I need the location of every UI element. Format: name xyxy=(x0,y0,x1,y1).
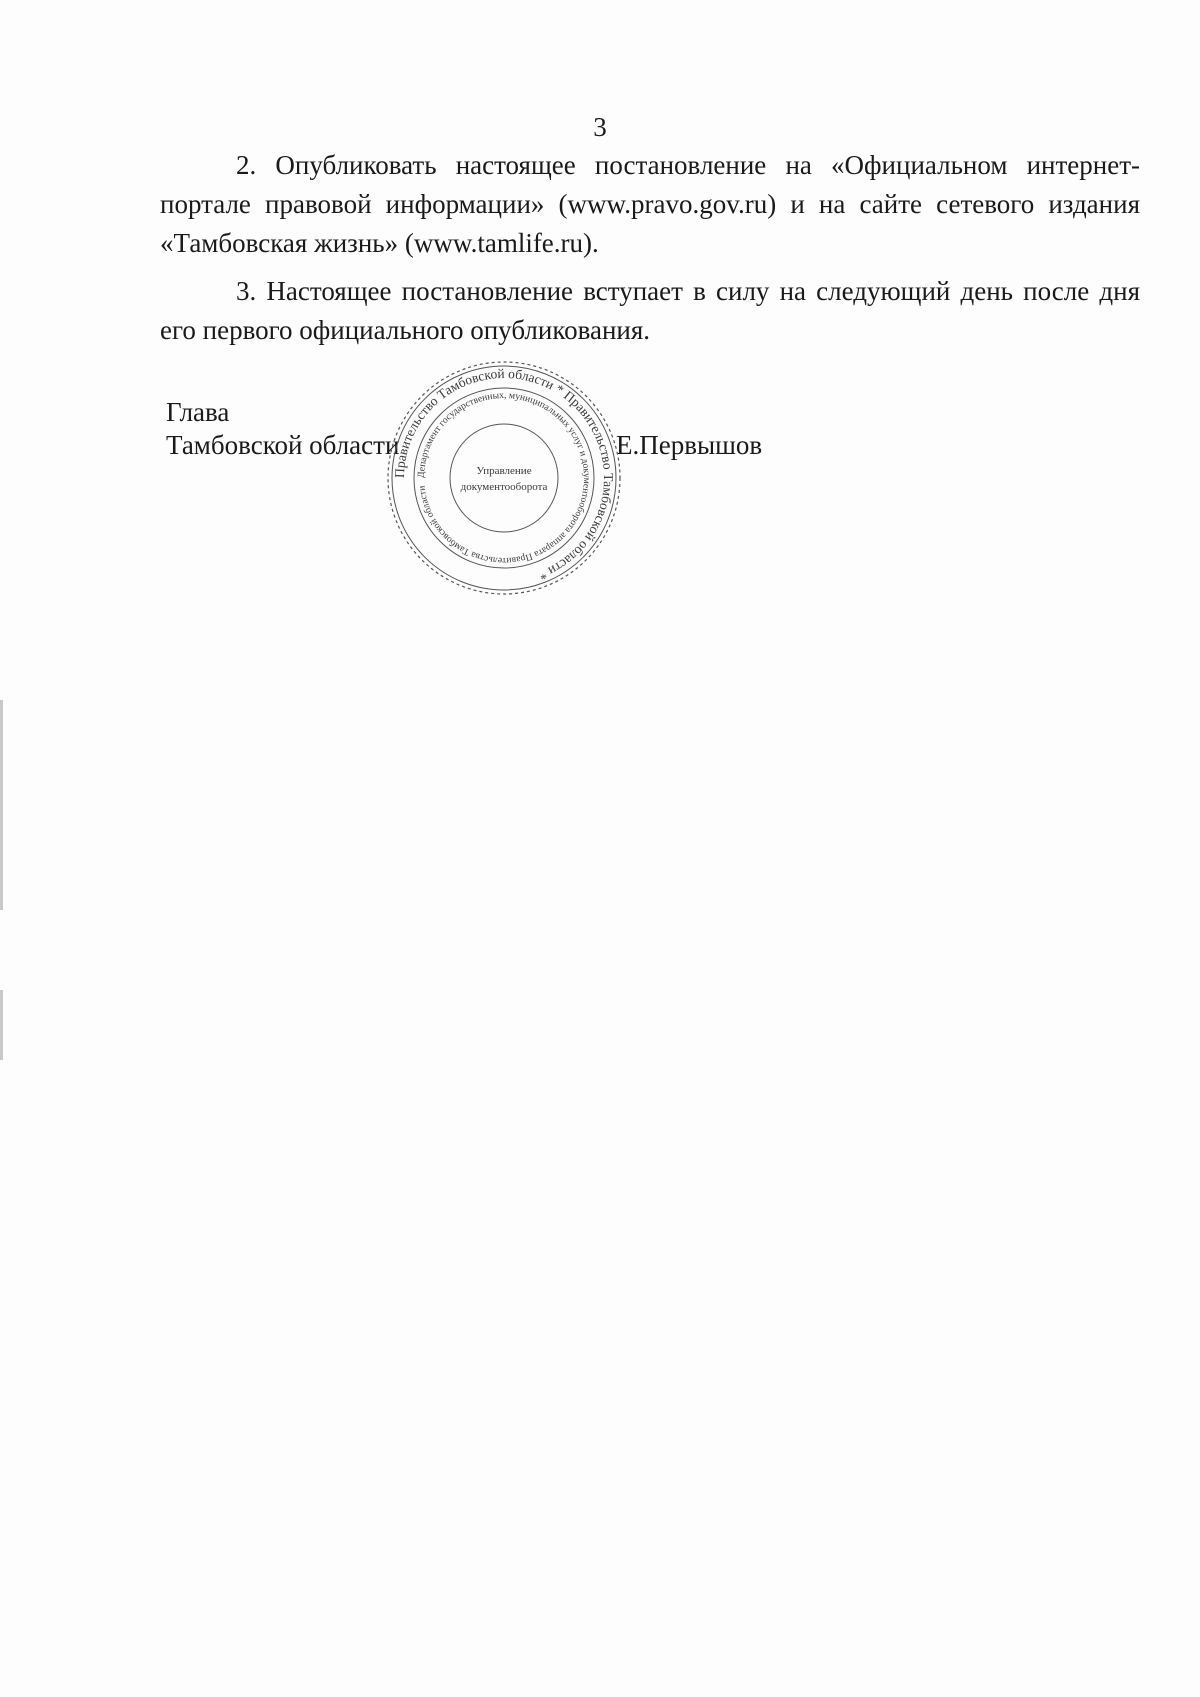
stamp-middle-ring-text: Департамент государственных, муниципальных услуг и документооборота аппарата Правительства Тамбовской области xyxy=(415,389,593,567)
page-number: 3 xyxy=(593,112,607,142)
document-body xyxy=(160,146,1140,359)
stamp-outer-ring-text: Правительство Тамбовской области * Правительство Тамбовской области * xyxy=(391,365,617,584)
paragraph-effective-date: 3. Настоящее постановление вступает в силу на следующий день после дня его первого официального опубликования. xyxy=(160,276,1140,345)
signatory-title-line2: Тамбовской области xyxy=(166,430,400,460)
stamp-center-line1: Управление xyxy=(476,465,532,477)
paragraph-publish: 2. Опубликовать настоящее постановление на «Официальном интернет-портале правовой информации» (www.pravo.gov.ru) и на сайте сетевого издания «Тамбовская жизнь» (www.tamlife.ru). xyxy=(160,150,1140,258)
signatory-title xyxy=(166,396,399,462)
stamp-center-line2: документооборота xyxy=(460,481,548,493)
scan-edge-mark xyxy=(0,990,3,1060)
official-stamp xyxy=(384,358,624,598)
signatory-title-line1: Глава xyxy=(166,397,230,427)
signatory-name: Е.Первышов xyxy=(616,430,763,460)
scan-edge-mark xyxy=(0,700,3,910)
